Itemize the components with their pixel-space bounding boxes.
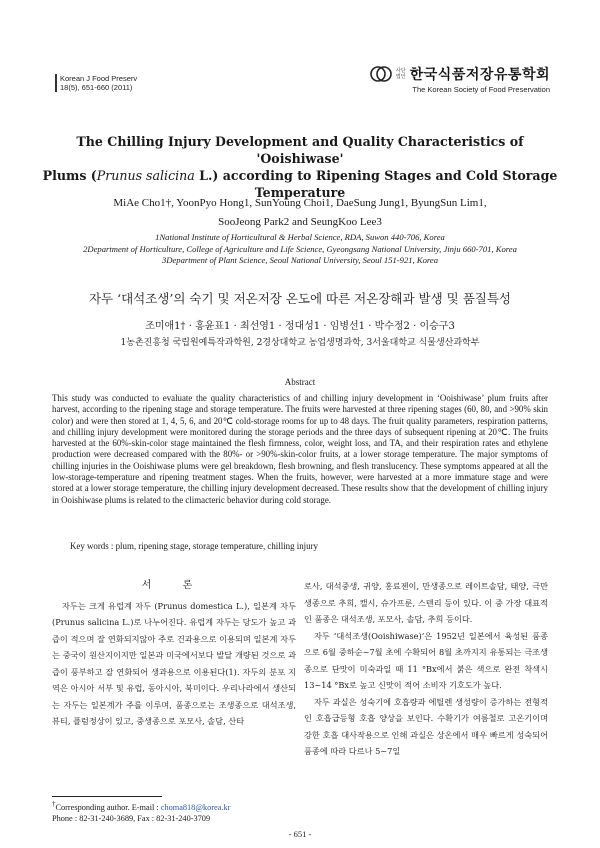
- korean-authors: 조미애1† · 홍윤표1 · 최선영1 · 정대성1 · 임병선1 · 박수정2 · 이승구3: [145, 321, 455, 332]
- author-list: [60, 194, 540, 232]
- affiliation-2: 2Department of Horticulture, College of Agriculture and Life Science, Gyeongsang National University, Jinju 660-701, Korea: [83, 243, 517, 254]
- journal-name: Korean J Food Preserv: [60, 74, 138, 83]
- title-species: Prunus salicina: [96, 168, 195, 183]
- page-number: - 651 -: [288, 829, 312, 839]
- body-column-right: [304, 578, 548, 760]
- keywords-text: plum, ripening stage, storage temperature, chilling injury: [115, 541, 318, 551]
- title-line-1: The Chilling Injury Development and Quality Characteristics of 'Ooishiwase': [76, 134, 524, 166]
- phone-fax: Phone : 82-31-240-3689, Fax : 82-31-240-3709: [52, 813, 211, 823]
- korean-affiliations: 1농촌진흥청 국립원예특작과학원, 2경상대학교 농업생명과학, 3서울대학교 식물생산과학부: [120, 338, 480, 348]
- intro-paragraph-3: 자두 과실은 성숙기에 호흡량과 에틸렌 생성량이 증가하는 전형적인 호흡급등형 호흡 양상을 보인다. 수확기가 여름철로 고온기이며 강한 호흡 대사작용으로 인해 과실은 상온에서 매우 빠르게 성숙되어 품종에 따라 다르나 5~7일: [304, 696, 548, 756]
- keywords: [70, 541, 550, 551]
- society-mark-icon: [370, 65, 392, 83]
- journal-volume: 18(5), 651-660 (2011): [60, 83, 133, 92]
- section-heading: 서 론: [141, 580, 207, 591]
- journal-citation: [60, 74, 137, 92]
- authors-line-2: SooJeong Park2 and SeungKoo Lee3: [218, 216, 382, 228]
- society-tag: 사단법인: [395, 68, 406, 80]
- abstract-text: This study was conducted to evaluate the quality characteristics of and chilling injury development in ‘Ooishiwase’ plum fruits after harvest, according to the ripening stage and storage temperature. The fruits were harvested at three ripening stages (60, 80, and >90% skin color) and were then stored at 1, 4, 5, 6, and 20℃ cold-storage rooms for up to 48 days. The fruit quality parameters, respiration patterns, and chilling injury development were monitored during the storage periods and the three days of subsequent ripening at 20℃. The fruits harvested at the 60%-skin-color stage maintained the flesh firmness, color, weight loss, and TA, and their respiration rates and ethylene production were decreased compared with the 80%- or >90%-skin-color fruits, at a lower storage temperature. The major symptoms of chilling injuries in the Ooishiwase plums were gel breakdown, flesh browning, and flesh translucency. These symptoms appeared at all the low-storage-temperature and ripening treatment stages. When the fruits, however, were harvested at a more immature stage and were stored at a lower storage temperature, the chilling injury development decreased. These results show that the development of chilling injury in Ooishiwase plums is related to the climacteric behavior during cold storage.: [52, 393, 548, 505]
- title-line-3: Temperature: [254, 185, 346, 200]
- corresponding-line: †Corresponding author. E-mail : choma818@korea.kr: [52, 801, 231, 812]
- footnote-rule: [52, 796, 162, 797]
- intro-paragraph-1-cont: 로사, 대석중생, 귀양, 홍료젠이, 만생종으로 레이트솔담, 태양, 극만생종으로 추희, 캘시, 슈가프룬, 스텐리 등이 있다. 이 중 가장 대표적인 품종은 대석조생, 포모사, 솔담, 추희 등이다.: [304, 581, 548, 624]
- affiliations: [40, 232, 560, 267]
- footnote: [52, 799, 230, 824]
- intro-paragraph-2: 자두 ‘대석조생(Ooishiwase)’은 1952년 일본에서 육성된 품종으로 6월 중하순~7월 초에 수확되어 8월 초까지지 유통되는 극조생종으로 단맛이 미숙과일 때 11 °Bx에서 붉은 색으로 완전 착색시 13~14 °Bx로 높고 신맛이 적어 소비자 기호도가 높다.: [304, 630, 548, 690]
- journal-bar: [55, 74, 57, 92]
- paper-title: [40, 133, 560, 201]
- body-column-left: [52, 578, 296, 730]
- society-korean-name: 한국식품저장유통학회: [409, 66, 550, 82]
- affiliation-3: 3Department of Plant Science, Seoul National University, Seoul 151-921, Korea: [161, 255, 439, 265]
- title-line-2-pre: Plums (: [42, 168, 97, 183]
- corresponding-label: Corresponding author. E-mail :: [55, 802, 161, 812]
- keywords-label: Key words :: [70, 541, 114, 551]
- society-english-name: The Korean Society of Food Preservation: [412, 85, 550, 94]
- korean-author-block: [40, 318, 560, 352]
- title-line-2-post: L.) according to Ripening Stages and Cold Storage: [194, 168, 558, 183]
- authors-line-1: MiAe Cho1†, YoonPyo Hong1, SunYoung Choi1, DaeSung Jung1, ByungSun Lim1,: [113, 197, 487, 209]
- abstract-heading: Abstract: [284, 377, 316, 387]
- title-line-2: [40, 167, 560, 184]
- affiliation-1: 1National Institute of Horticultural & Herbal Science, RDA, Suwon 440-706, Korea: [155, 232, 445, 242]
- intro-paragraph-1: 자두는 크게 유럽계 자두 (Prunus domestica L.), 일본계 자두 (Prunus salicina L.)로 나누어진다. 유럽계 자두는 당도가 높고 과즙이 적으며 잘 연화되지않아 주로 건과용으로 이용되며 일본계 자두는 중국이 원산지이지만 일본과 미국에서보다 발달 개량된 것으로 과즙이 풍부하고 잘 연화되어 생과용으로 이용된다(1). 자두의 분포 지역은 아시아 서부 및 유럽, 동아시아, 북미이다. 우리나라에서 생산되는 자두는 일본계가 주를 이루며, 품종으로는 조생종으로 대석조생, 뷰티, 플럼정상이 있고, 중생종으로 포모사, 솔담, 산타: [52, 600, 296, 726]
- korean-title: 자두 ‘대석조생’의 숙기 및 저온저장 온도에 따른 저온장해과 발생 및 품질특성: [88, 291, 511, 306]
- email-link[interactable]: choma818@korea.kr: [160, 802, 231, 812]
- society-logo: [370, 64, 550, 94]
